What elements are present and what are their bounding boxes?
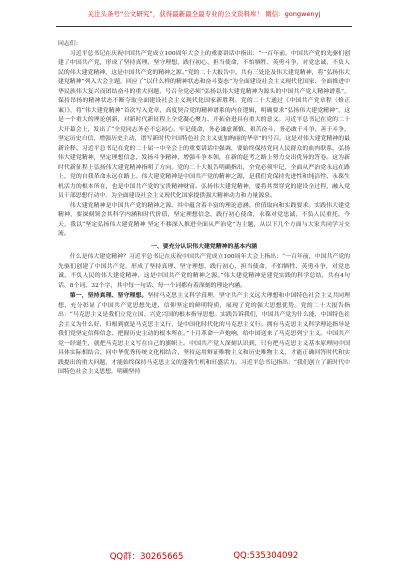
subsection-heading: 第一，坚持真理、坚守理想。 (69, 292, 148, 299)
intro-paragraph: 习近平总书记在庆祝中国共产党成立100周年大会上的重要讲话中指出：“一百年前，中国共产党的先驱们创建了中国共产党，形成了坚持真理、坚守理想，践行初心、担当使命，不怕牺牲、英勇斗争，对党忠诚、不负人民的伟大建党精神，这是中国共产党的精神之源。”党的二十大报告中，共有三处论及伟大建党精神，将“弘扬伟大建党精神”列入大会主题，回应了“以什么样的精神状态和奋斗姿态”为全面建设社会主义现代化国家、全面推进中华民族伟大复兴而团结奋斗的重大问题，号召全党必须“弘扬以伟大建党精神为源头的中国共产党人精神谱系”，保持昂扬的精神状态不断夺取全面建设社会主义现代化国家新胜利。党的二十大通过《中国共产党章程（修正案）》，将“伟大建党精神”首次写入党章，高度契合党的精神谱系的内在逻辑，明确要求“弘扬伟大建党精神”，这是一个重大的理论创新，对新时代新征程上全党凝心聚力、开拓奋进具有重大的意义。习近平总书记在党的二十大开幕会上，发出了“全党同志务必不忘初心、牢记使命，务必谦虚谨慎、艰苦奋斗，务必敢于斗争、善于斗争，坚定历史自信，增强历史主动，谱写新时代中国特色社会主义更加绚丽的华章”的号召。这是对伟大建党精神的最新诠释。习近平总书记在党的二十届一中全会上的重要讲话中强调，要始终保持党同人民群众的血肉联系，弘扬伟大建党精神，坚定理想信念，发扬斗争精神，增强斗争本领，在新的赶考之路上努力交出优异的答卷。这为新时代新征程上弘扬伟大建党精神指明了方向。党的二十大报告明确指出，全党必须牢记，全面从严治党永远在路上，党的自我革命永远在路上。伟大建党精神是中国共产党的精神之源，是我们党保持先进性和纯洁性、永葆生机活力的根本所在，也是中国共产党的宝贵精神财富。弘扬伟大建党精神，要将其贯穿党的建设全过程，融入党员干部思想行动中，为全面建设社会主义现代化国家提供强大精神动力和力量源泉。 (58, 50, 350, 199)
intro-paragraph: 伟大建党精神是中国共产党的精神之源，其中蕴含着丰富的理论意涵、价值取向和实践要求。实践伟大建党精神，要深刻领会其科学内涵和时代价值，坚定理想信念，践行初心使命，永葆对党忠诚，不负人民重托。今天，我以“坚定弘扬伟大建党精神 坚定不移深入推进全面从严治党”为主题，从以下几个方面与大家共同学习交流。 (58, 202, 350, 237)
section-heading: 一、要充分认识伟大建党精神的基本内涵 (150, 242, 258, 250)
subsection-text: 坚持马克思主义科学真理，坚守共产主义远大理想和中国特色社会主义共同理想，充分彰显了中国共产党思想先进、信仰坚定的鲜明特质，展现了党的强大思想优势。党的二十大报告指出：“马克思主义是我们立党立国、兴党兴国的根本指导思想。实践告诉我们，中国共产党为什么能，中国特色社会主义为什么好，归根到底是马克思主义行，是中国化时代化的马克思主义行。拥有马克思主义科学理论指导是我们党坚定信仰信念、把握历史主动的根本所在。”十月革命一声炮响，给中国送来了马克思列宁主义。中国共产党一经诞生，就把马克思主义写在自己的旗帜上。中国共产党人深刻认识到，只有把马克思主义基本原理同中国具体实际相结合、同中华优秀传统文化相结合，坚持运用辩证唯物主义和历史唯物主义，才能正确回答时代和实践提出的重大问题，才能始终保持马克思主义的蓬勃生机和旺盛活力。习近平总书记指出：“我们创立了新时代中国特色社会主义思想，明确坚持 (58, 293, 350, 375)
subsection-paragraph (58, 291, 350, 378)
header-banner-bar (0, 0, 408, 26)
section-paragraph: 什么是伟大建党精神？习近平总书记在庆祝中国共产党成立100周年大会上指出：“一百年前，中国共产党的先驱们创建了中国共产党，形成了坚持真理、坚守理想，践行初心、担当使命，不怕牺牲、英勇斗争，对党忠诚、不负人民的伟大建党精神，这是中国共产党的精神之源。”伟大建党精神是建党实践的科学总结，共有4句话、8个词、32个字，其中每一句话、每一个词都有着深刻的理论内涵。 (58, 254, 350, 289)
promo-banner-text: 关注头条号“公文研究”，获得最新最全最专业的公文资料库！ 微信：gongwenyj (87, 9, 321, 18)
footer-contact-bar (0, 548, 408, 564)
salutation: 同志们： (58, 41, 82, 47)
qq-group-text: QQ群：30265665 (109, 552, 184, 562)
header-divider (56, 26, 352, 27)
qq-contact-text: QQ:535304092 (233, 551, 299, 561)
document-body (58, 40, 350, 537)
